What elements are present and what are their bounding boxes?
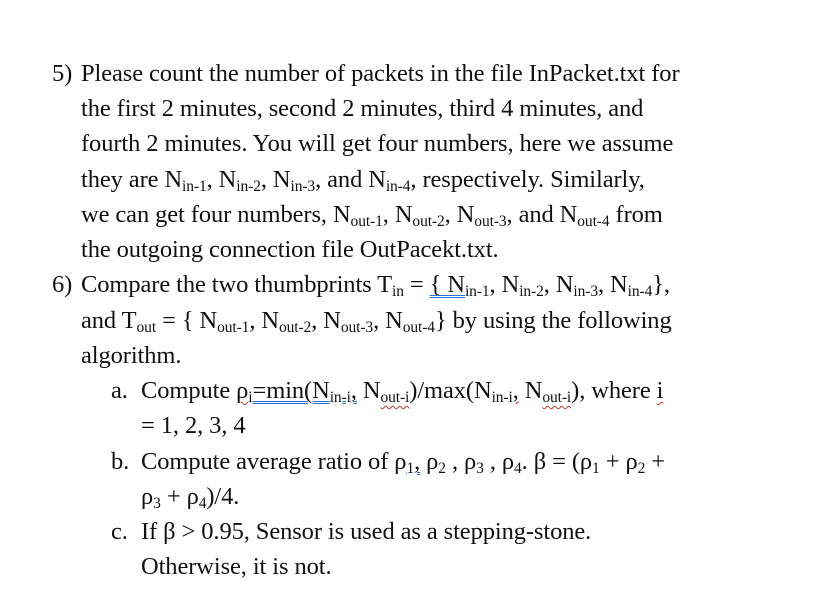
item-5-line-4: they are $N_{in-1}$, $N_{in-2}$, $N_{in-3}$, and $N_{in-4}$, respectively. Similarly, — [81, 166, 645, 195]
item-6-line-2: and $T_{out}$ = { $N_{out-1}$, $N_{out-2}$, $N_{out-3}$, $N_{out-4}$} by using the following — [81, 307, 672, 336]
item-c-marker: c. — [111, 518, 128, 545]
item-6-line-3: algorithm. — [81, 342, 182, 369]
item-c-line-2: Otherwise, it is not. — [141, 553, 332, 580]
item-a-marker: a. — [111, 377, 128, 404]
item-5-line-1: Please count the number of packets in the file InPacket.txt for — [81, 60, 680, 87]
item-6-marker: 6) — [52, 271, 73, 298]
item-5-line-6: the outgoing connection file OutPacekt.txt. — [81, 236, 499, 263]
item-a-line-1: Compute $\rho_i=\min(N_{in-i}$, $N_{out-i})/\max(N_{in-i}$, $N_{out-i}$), where i — [141, 377, 664, 406]
item-a-line-2: = 1, 2, 3, 4 — [141, 412, 246, 439]
item-5-line-2: the first 2 minutes, second 2 minutes, third 4 minutes, and — [81, 95, 644, 122]
item-6-line-1: Compare the two thumbprints $T_{in}$ = { $N_{in-1}$, $N_{in-2}$, $N_{in-3}$, $N_{in-4}$}, — [81, 271, 670, 300]
item-b-marker: b. — [111, 448, 130, 475]
item-b-line-1: Compute average ratio of $\rho_1$, $\rho_2$ , $\rho_3$ , $\rho_4$. $\beta = (\rho_1 + \rho_2$ + — [141, 448, 665, 477]
item-c-line-1: If β > 0.95, Sensor is used as a stepping-stone. — [141, 518, 592, 545]
item-5-line-3: fourth 2 minutes. You will get four numbers, here we assume — [81, 130, 674, 157]
item-5-marker: 5) — [52, 60, 73, 87]
item-b-line-2: $\rho_3 + \rho_4)/4$. — [141, 483, 240, 512]
item-5-line-5: we can get four numbers, $N_{out-1}$, $N_{out-2}$, $N_{out-3}$, and $N_{out-4}$ from — [81, 201, 663, 230]
